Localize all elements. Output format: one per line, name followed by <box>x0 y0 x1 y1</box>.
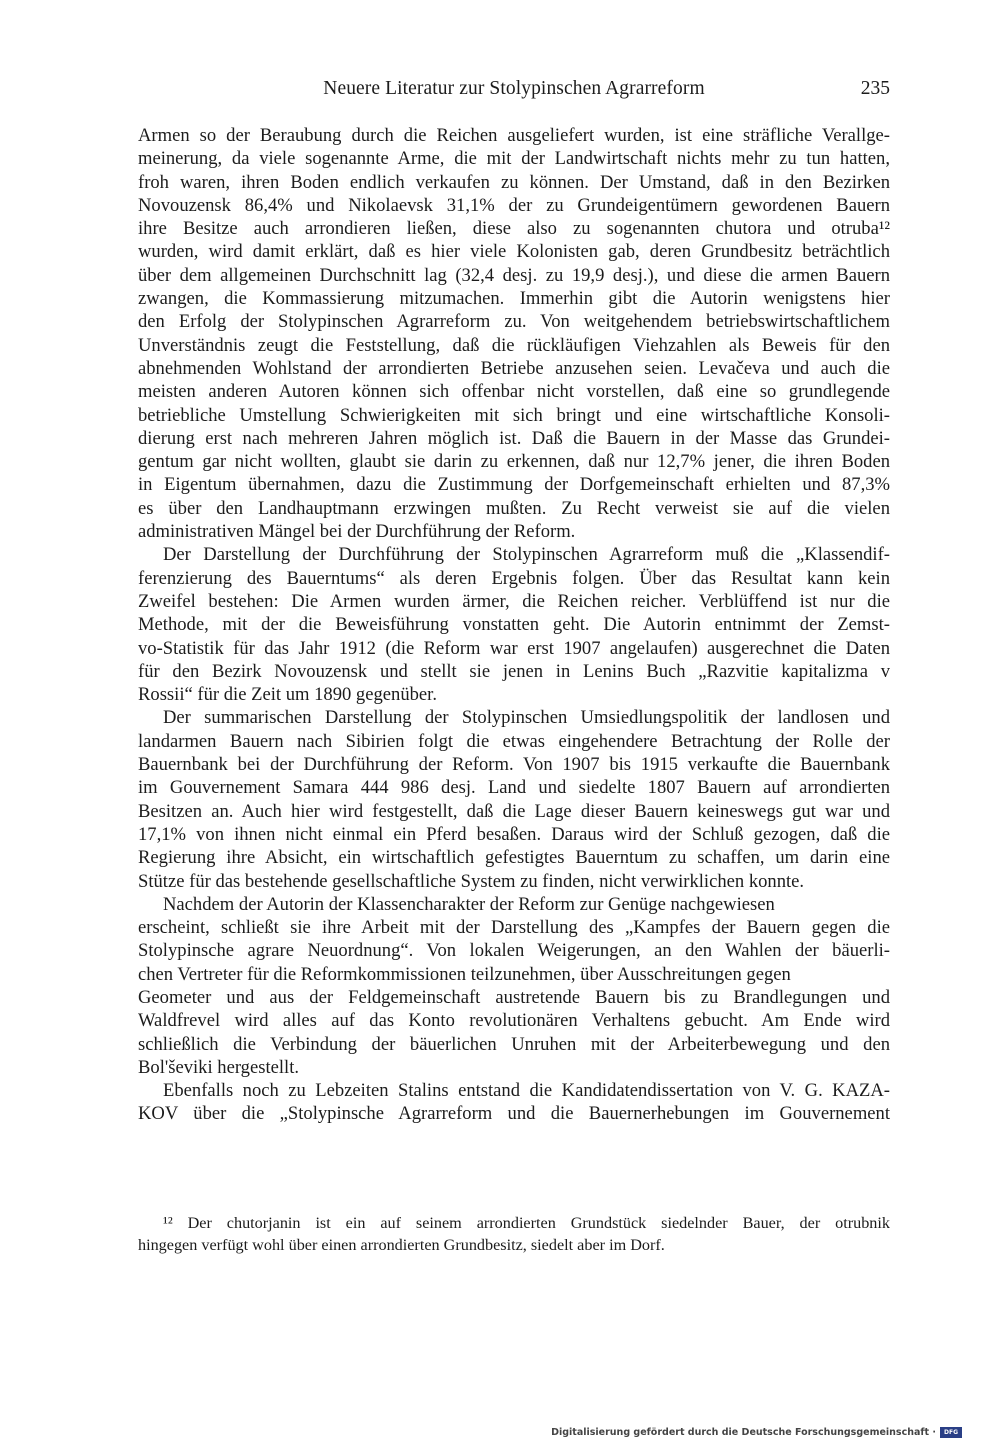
text-line: ihre Besitze auch arrondieren ließen, diese also zu sogenannten chutora und otruba¹² <box>138 218 890 240</box>
text-line: Methode, mit der die Beweisführung vonstatten geht. Die Autorin entnimmt der Zemst- <box>138 614 890 636</box>
page-header <box>138 78 890 104</box>
footnotes <box>138 1212 890 1256</box>
text-line: ferenzierung des Bauerntums“ als deren Ergebnis folgen. Über das Resultat kann kein <box>138 567 890 589</box>
footnote-line: ¹² Der chutorjanin ist ein auf seinem arrondierten Grundstück siedelnder Bauer, der otrubnik <box>163 1214 890 1232</box>
text-line: Besitzen an. Auch hier wird festgestellt, daß die Lage dieser Bauern keineswegs gut war und <box>138 800 890 822</box>
running-title: Neuere Literatur zur Stolypinschen Agrarreform <box>323 78 705 99</box>
text-line: administrativen Mängel bei der Durchführung der Reform. <box>138 521 576 543</box>
text-line: in Eigentum übernahmen, dazu die Zustimmung der Dorfgemeinschaft erhielten und 87,3% <box>138 474 890 496</box>
text-line: schließlich die Verbindung der bäuerlichen Unruhen mit der Arbeiterbewegung und den <box>138 1033 890 1055</box>
text-line: Stütze für das bestehende gesellschaftliche System zu finden, nicht verwirklichen konnte. <box>138 870 805 892</box>
text-line: Geometer und aus der Feldgemeinschaft austretende Bauern bis zu Brandlegungen und <box>138 986 890 1008</box>
text-line: im Gouvernement Samara 444 986 desj. Land und siedelte 1807 Bauern auf arrondierten <box>138 777 890 799</box>
paragraph-start-line: Der Darstellung der Durchführung der Stolypinschen Agrarreform muß die „Klassendif- <box>163 544 890 566</box>
text-line: Stolypinsche agrare Neuordnung“. Von lokalen Weigerungen, an den Wahlen der bäuerli- <box>138 940 890 962</box>
text-line: abnehmenden Wohlstand der arrondierten Betriebe anzusehen seien. Levačeva und auch die <box>138 357 890 379</box>
text-line: chen Vertreter für die Reformkommissionen teilzunehmen, über Ausschreitungen gegen <box>138 963 791 985</box>
text-line: Regierung ihre Absicht, ein wirtschaftlich gefestigtes Bauerntum zu schaffen, um darin eine <box>138 847 890 869</box>
text-line: den Erfolg der Stolypinschen Agrarreform zu. Von weitgehendem betriebswirtschaftlichem <box>138 311 890 333</box>
paragraph-start-line: Nachdem der Autorin der Klassencharakter der Reform zur Genüge nachgewiesen <box>163 893 775 915</box>
text-line: Unverständnis zeugt die Feststellung, daß die rückläufigen Viehzahlen als Beweis für den <box>138 334 890 356</box>
text-line: Rossii“ für die Zeit um 1890 gegenüber. <box>138 684 437 706</box>
paragraph-start-line: Ebenfalls noch zu Lebzeiten Stalins entstand die Kandidatendissertation von V. G. KAZA- <box>163 1080 890 1102</box>
text-line: KOV über die „Stolypinsche Agrarreform und die Bauernerhebungen im Gouvernement <box>138 1103 890 1125</box>
text-line: Zweifel bestehen: Die Armen wurden ärmer, die Reichen reicher. Verblüffend ist nur die <box>138 590 890 612</box>
text-line: betriebliche Umstellung Schwierigkeiten mit sich bringt und eine wirtschaftliche Konsoli- <box>138 404 890 426</box>
text-line: erscheint, schließt sie ihre Arbeit mit der Darstellung des „Kampfes der Bauern gegen die <box>138 917 890 939</box>
text-line: es über den Landhauptmann erzwingen mußten. Zu Recht verweist sie auf die vielen <box>138 497 890 519</box>
text-line: Bol'ševiki hergestellt. <box>138 1056 300 1078</box>
text-line: 17,1% von ihnen nicht einmal ein Pferd besaßen. Daraus wird der Schluß gezogen, daß die <box>138 823 890 845</box>
body-text <box>138 124 890 1126</box>
text-line: Bauernbank bei der Durchführung der Reform. Von 1907 bis 1915 verkaufte die Bauernbank <box>138 754 890 776</box>
text-line: wurden, wird damit erklärt, daß es hier viele Kolonisten gab, deren Grundbesitz beträchtlich <box>138 241 890 263</box>
text-line: Novouzensk 86,4% und Nikolaevsk 31,1% der zu Grundeigentümern gewordenen Bauern <box>138 194 890 216</box>
dfg-logo: DFG <box>940 1427 962 1438</box>
paragraph-start-line: Der summarischen Darstellung der Stolypinschen Umsiedlungspolitik der landlosen und <box>163 707 890 729</box>
text-line: zwangen, die Kommassierung mitzumachen. Immerhin gibt die Autorin wenigstens hier <box>138 288 890 310</box>
text-line: für den Bezirk Novouzensk und stellt sie jenen in Lenins Buch „Razvitie kapitalizma v <box>138 660 890 682</box>
text-line: Armen so der Beraubung durch die Reichen ausgeliefert wurden, ist eine sträfliche Verallge- <box>138 125 890 146</box>
text-line: landarmen Bauern nach Sibirien folgt die etwas eingehendere Betrachtung der Rolle der <box>138 730 890 752</box>
page-number: 235 <box>860 78 890 99</box>
text-line: vo-Statistik für das Jahr 1912 (die Reform war erst 1907 angelaufen) ausgerechnet die Daten <box>138 637 890 659</box>
text-line: Waldfrevel wird alles auf das Konto revolutionären Verhaltens gebucht. Am Ende wird <box>138 1010 890 1032</box>
footnote-line: hingegen verfügt wohl über einen arrondierten Grundbesitz, siedelt aber im Dorf. <box>138 1236 665 1254</box>
digitization-credit <box>551 1425 962 1439</box>
text-line: gentum gar nicht wollten, glaubt sie darin zu erkennen, daß nur 12,7% jener, die ihren Boden <box>138 451 890 473</box>
credit-text: Digitalisierung gefördert durch die Deutsche Forschungsgemeinschaft · <box>551 1426 936 1438</box>
text-line: meinerung, da viele sogenannte Arme, die mit der Landwirtschaft nichts mehr zu tun hatten, <box>138 148 890 170</box>
text-line: froh waren, ihren Boden endlich verkaufen zu können. Der Umstand, daß in den Bezirken <box>138 171 890 193</box>
text-line: über dem allgemeinen Durchschnitt lag (32,4 desj. zu 19,9 desj.), und diese die armen Bauern <box>138 264 890 286</box>
text-line: meisten anderen Autoren können sich offenbar nicht vorstellen, daß eine so grundlegende <box>138 381 890 403</box>
text-line: dierung erst nach mehreren Jahren möglich ist. Daß die Bauern in der Masse das Grundei- <box>138 427 890 449</box>
